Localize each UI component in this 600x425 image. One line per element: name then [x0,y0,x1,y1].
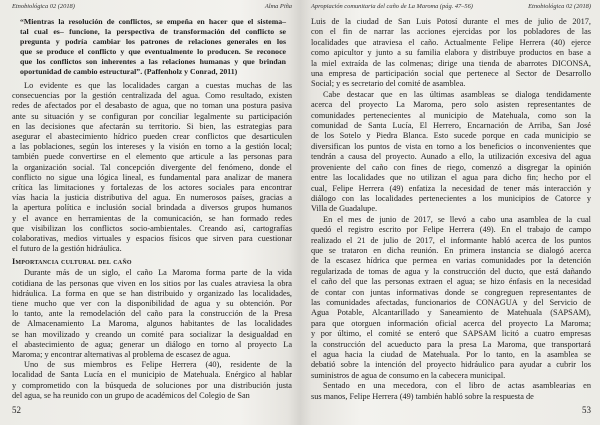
text-line: crítica las limitaciones y fortalezas de los actores sociales para encontrar [12,183,292,193]
text-line: tal cual es– funcione, la perspectiva de transformación del conflicto se [20,27,286,36]
text-line: que se produce el conflicto y que eventualmente lo producen. Se reconoce [20,47,286,56]
text-line: realizado el 21 de julio de 2017, el informante habló acerca de los puntos [311,235,591,245]
text-line: que visibilizan los conflictos socio-ambientales. Creando así, cartografías [12,223,292,233]
text-line: una empresa de participación social que pertenece al Sector de Desarrollo [311,69,591,79]
text-line: tiene mucho que ver con la disponibilidad de agua y su obtención. Por [12,299,292,309]
text-line: Villa de Guadalupe. [311,204,378,214]
text-line: conflicto no sigue una lógica lineal, es fundamental para analizar de manera [12,172,292,182]
text-line: acerca del proyecto La Maroma, pero solo asisten representantes de [311,100,591,110]
text-line: Lo evidente es que las localidades cargan a cuestas muchas de las [24,81,292,90]
text-line: oportunidad de cambio estructural”. (Paffenholz y Conrad, 2011) [20,67,238,76]
text-line: regularizada de tomas de agua y la construcción del ducto, que está dañando [311,266,591,276]
text-line: colaborativas, medios virtuales y espacios físicos que sirven para cuestionar [12,234,292,244]
right-page [300,0,600,425]
paragraph [12,360,292,401]
text-line: En el mes de junio de 2017, se llevó a cabo una asamblea de la cual [323,214,591,224]
text-line: Cabe destacar que en las últimas asambleas se dialoga tendidamente [323,89,591,99]
text-line: el caño del que las personas extraen el agua; se hizo énfasis en la necesidad [311,277,591,287]
running-head-journal: Etnobiológica 02 (2018) [528,3,591,10]
text-line: diálogo con las localidades pertenecientes a los municipios de Catorce y [311,193,591,203]
text-line: “Mientras la resolución de conflictos, se empeña en hacer que el sistema– [20,17,286,26]
text-line: sus manos, Felipe Herrera (49) también habló sobre la respuesta de [311,391,534,401]
text-line: para que otorguen información oficial acerca del proyecto La Maroma; [311,318,591,328]
running-head-journal: Etnobiológica 02 (2018) [12,3,75,10]
text-line: localidad de Santa Lucía en el municipio de Matehuala. Enérgico al hablar [12,370,292,380]
text-line: Sentado en una mecedora, con el libro de actas asamblearias en [323,381,591,391]
text-line: la organización social. Tal concepción divergente del fenómeno, donde el [12,162,292,172]
text-line: y el avance en herramientas de la comunicación, se han formado redes [12,213,292,223]
text-line: como apicultor y junto a su familia elabora y distribuye productos en base a [311,48,591,58]
text-column [311,17,591,402]
running-head-article-title: Apropiación comunitaria del caño de La Maroma (pág. 47–56) [311,3,473,10]
text-line: la construcción del acueducto para la presa La Maroma, que transportará [311,339,591,349]
text-line: se han movilizado y creando un comité para socializar la desigualdad en [12,329,292,339]
text-line: cotidiana de las personas que viven en los sitios por las cuales atraviesa la obra [12,278,292,288]
quote-block [20,17,286,77]
page-number: 52 [12,405,21,415]
text-line: localidades que atraviesa el caño. Actualmente Felipe Herrera (40) ejerce [311,37,591,47]
text-line: de la escasez hídrica que permea en varias comunidades por la detención [311,256,591,266]
paragraph-continued [311,17,591,90]
text-line: Uno de sus miembros es Felipe Herrera (40), residente de la [24,360,292,370]
text-line: asegurar el abastecimiento hídrico pueden crear conflictos que desarticulen [12,132,292,142]
text-line: Agua Potable, Alcantarillado y Saneamiento de Matehuala (SAPSAM), [311,308,591,318]
section-heading: Importancia cultural del caño [12,257,132,267]
text-column [12,17,292,401]
text-line: y comprometido con la búsqueda de soluciones por una distribución justa [12,380,292,390]
text-line: con el fin de narrar las acciones ejercidas por los pobladores de las [311,27,591,37]
text-line: vías hacia la justicia distributiva del agua. En numerosos países, gracias a [12,193,292,203]
text-line: en las decisiones que afectarán su territorio. Si bien, las estrategias para [12,121,292,131]
text-line: comunidades pertenecientes al municipio de Matehuala, como son la [311,110,591,120]
text-line: la miel extraída de las colmenas; dirige una tienda de abarrotes DICONSA, [311,58,591,68]
text-line: las comunidades afectadas, funcionarios de CONAGUA y del Servicio de [311,297,591,307]
text-line: el futuro de la gestión hidráulica. [12,244,122,254]
page-number: 53 [582,405,591,415]
text-line: que se trataron en dicha reunión. En primera instancia se dialogó acerca [311,245,591,255]
text-line: entre las localidades que no utilizan el agua para dicho fin; hecho por el [311,173,591,183]
paragraph [311,215,591,382]
text-line: Social; y es secretario del comité de asamblea. [311,79,466,89]
text-line: el abastecimiento de agua; generar un diálogo en torno al proyecto La [12,339,292,349]
text-line: consecuencias por la gestión centralizada del agua. Como resultado, existen [12,91,292,101]
text-line: lo tanto, ante la remodelación del caño para la construcción de la Presa [12,309,292,319]
text-line: comunidad de Santa Lucía, El Herrero, Encarnación de Arriba, San José [311,121,591,131]
text-line: diversifican los puntos de vista en torno a los beneficios o inconvenientes que [311,141,591,151]
text-line: de Almacenamiento La Maroma, algunos habitantes de las localidades [12,319,292,329]
text-line: y por último, el comité se enteró que SAPSAM licitó a cuatro empresas [311,329,591,339]
text-line: pregunta y podría cambiar los patrones de relaciones generales en los [20,37,286,46]
text-line: cual, Felipe Herrera (49) enfatiza la necesidad de tener más interacción y [311,183,591,193]
paragraph [12,268,292,360]
text-line: la apertura política e inclusión social brindada a diversos grupos humanos [12,203,292,213]
text-line: también puede convertirse en el elemento que articule a las personas para [12,152,292,162]
paragraph [311,381,591,402]
text-line: proveniente del caño con fines de riego, comenzó a disgregar la opinión [311,162,591,172]
text-line: suministros de agua de consumo en la cabecera municipal. [311,370,506,380]
text-line: quedó el registro escrito por Felipe Herrera (49). En el trabajo de campo [311,225,591,235]
paragraph [12,81,292,254]
text-line: Durante más de un siglo, el caño La Maroma forma parte de la vida [24,268,292,278]
text-line: hidráulica. La forma en que se han distribuido y organizado las localidades, [12,288,292,298]
text-line: Maroma; y encontrar alternativas al problema de escasez de agua. [12,350,231,360]
text-line: el agua hacia la ciudad de Matehuala. Por lo tanto, en la asamblea se [311,350,591,359]
text-line: del agua, se ha reunido con un grupo de académicos del Colegio de San [12,390,250,400]
running-head-author: Alma Piña [264,3,292,10]
text-line: a las poblaciones, según los intereses y la visión en torno a la gestión local; [12,142,292,152]
text-line: que los conflictos son inherentes a las relaciones humanas y que brindan [20,57,286,66]
text-line: redes de afectados por el desabasto de agua, que no toman una postura pasiva [12,101,292,111]
text-line: tendrán a causa del proyecto. Aunado a ello, la utilización excesiva del agua [311,152,591,162]
text-line: ante su situación y se configuran por conciliar legalmente su participación [12,111,292,121]
paragraph [311,90,591,215]
text-line: de los Sotelo y Piedra Blanca. Esto sucede porque en cada municipio se [311,131,591,141]
text-line: Luis de la ciudad de San Luis Potosí durante el mes de julio de 2017, [311,17,591,26]
text-line: debatió sobre la intención del proyecto hidráulico para ayudar a cubrir los [311,360,591,370]
text-line: de contar con juntas informativas donde se congreguen representantes de [311,287,591,297]
